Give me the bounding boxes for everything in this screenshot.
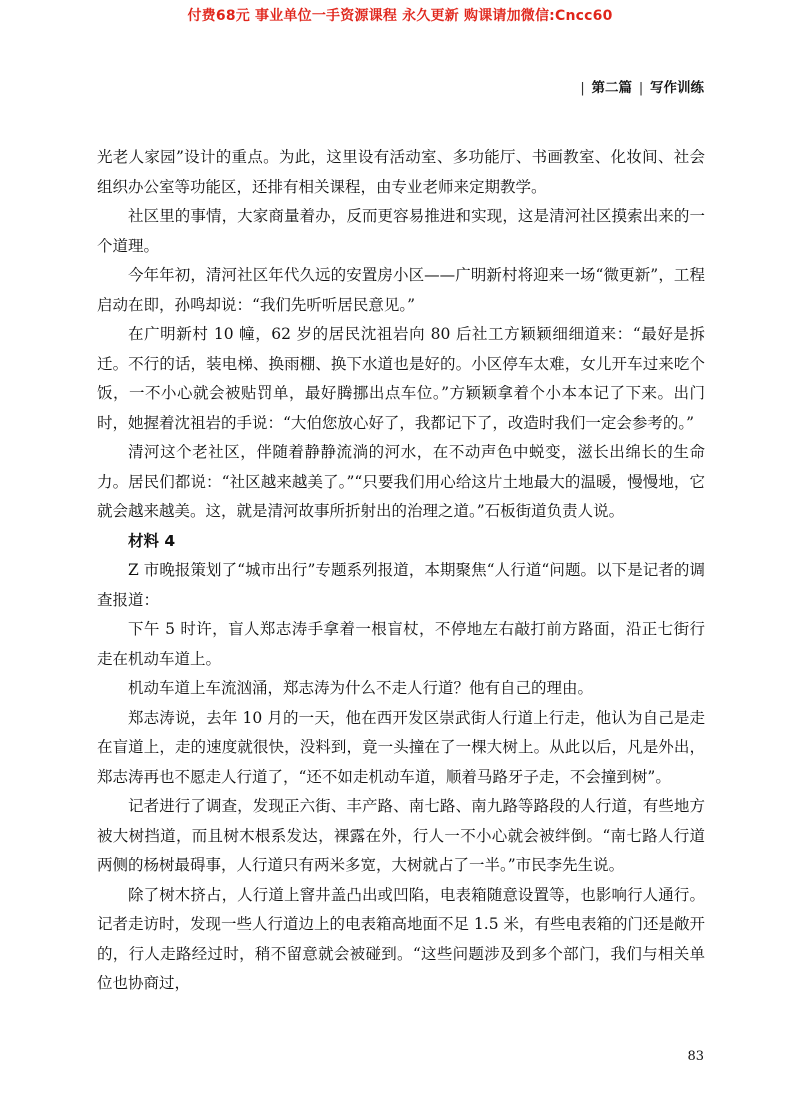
running-head xyxy=(578,76,704,96)
paragraph: 下午 5 时许，盲人郑志涛手拿着一根盲杖，不停地左右敲打前方路面，沿正七街行走在机动车道上。 xyxy=(97,620,705,668)
watermark-banner: 付费68元 事业单位一手资源课程 永久更新 购课请加微信:Cncc60 xyxy=(187,8,613,24)
paragraph: 机动车道上车流汹涌，郑志涛为什么不走人行道？他有自己的理由。 xyxy=(128,679,594,697)
paragraph: 今年年初，清河社区年代久远的安置房小区——广明新村将迎来一场“微更新”，工程启动在即，孙鸣却说：“我们先听听居民意见。” xyxy=(97,266,705,314)
paragraph: 社区里的事情，大家商量着办，反而更容易推进和实现，这是清河社区摸索出来的一个道理。 xyxy=(97,207,705,255)
running-head-separator: | xyxy=(638,80,644,96)
paragraph: Z 市晚报策划了“城市出行”专题系列报道，本期聚焦“人行道“问题。以下是记者的调查报道： xyxy=(97,561,705,609)
page-body xyxy=(97,143,705,999)
paragraph-continued: 光老人家园”设计的重点。为此，这里设有活动室、多功能厅、书画教室、化妆间、社会组织办公室等功能区，还排有相关课程，由专业老师来定期教学。 xyxy=(97,148,705,196)
paragraph: 清河这个老社区，伴随着静静流淌的河水，在不动声色中蜕变，滋长出绵长的生命力。居民们都说：“社区越来越美了。”“只要我们用心给这片土地最大的温暖，慢慢地，它就会越来越美。这，就是清河故事所折射出的治理之道。”石板街道负责人说。 xyxy=(97,443,705,520)
paragraph: 在广明新村 10 幢，62 岁的居民沈祖岩向 80 后社工方颖颖细细道来：“最好是拆迁。不行的话，装电梯、换雨棚、换下水道也是好的。小区停车太难，女儿开车过来吃个饭，一不小心就会被贴罚单，最好腾挪出点车位。”方颖颖拿着个小本本记了下来。出门时，她握着沈祖岩的手说：“大伯您放心好了，我都记下了，改造时我们一定会参考的。” xyxy=(97,325,705,432)
running-head-section: 第二篇 xyxy=(591,80,633,96)
paragraph: 郑志涛说，去年 10 月的一天，他在西开发区崇武街人行道上行走，他认为自己是走在盲道上，走的速度就很快，没料到，竟一头撞在了一棵大树上。从此以后，凡是外出，郑志涛再也不愿走人行道了，“还不如走机动车道，顺着马路牙子走，不会撞到树”。 xyxy=(97,708,705,786)
running-head-chapter: 写作训练 xyxy=(650,80,704,96)
page-number: 83 xyxy=(687,1049,704,1064)
paragraph: 除了树木挤占，人行道上窨井盖凸出或凹陷，电表箱随意设置等，也影响行人通行。记者走访时，发现一些人行道边上的电表箱高地面不足 1.5 米，有些电表箱的门还是敞开的，行人走路经过时，稍不留意就会被碰到。“这些问题涉及到多个部门，我们与相关单位也协商过， xyxy=(97,885,706,992)
material-heading: 材料 4 xyxy=(128,531,176,550)
paragraph: 记者进行了调查，发现正六街、丰产路、南七路、南九路等路段的人行道，有些地方被大树挡道，而且树木根系发达，裸露在外，行人一不小心就会被绊倒。“南七路人行道两侧的杨树最碍事，人行道只有两米多宽，大树就占了一半。”市民李先生说。 xyxy=(97,797,705,874)
running-head-separator: | xyxy=(580,80,585,96)
